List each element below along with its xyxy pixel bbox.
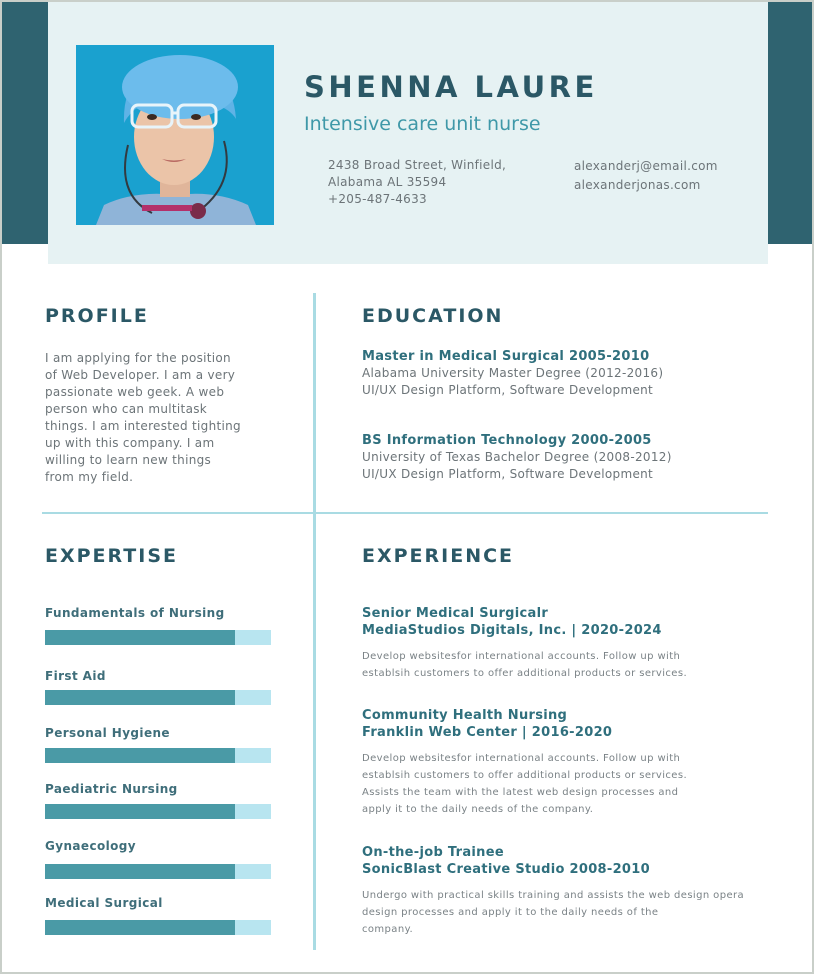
experience-desc-line: Assists the team with the latest web design processes and	[362, 787, 679, 798]
profile-line: up with this company. I am	[45, 436, 215, 450]
profile-photo	[76, 45, 274, 225]
education-heading: EDUCATION	[362, 305, 504, 327]
experience-desc-line: design processes and apply it to the daily needs of the	[362, 907, 659, 918]
contact-address-block	[328, 157, 506, 208]
skill-bar-track	[45, 748, 271, 763]
education-institution: University of Texas Bachelor Degree (2008-2012)	[362, 450, 672, 464]
website-link[interactable]: alexanderjonas.com	[574, 178, 701, 192]
experience-item	[362, 605, 812, 682]
skill-bar-fill	[45, 690, 235, 705]
education-degree: Master in Medical Surgical 2005-2010	[362, 349, 650, 364]
skill-item	[45, 782, 275, 796]
education-item	[362, 432, 672, 483]
candidate-title: Intensive care unit nurse	[304, 113, 541, 135]
profile-line: from my field.	[45, 470, 134, 484]
profile-line: I am applying for the position	[45, 351, 231, 365]
experience-desc-line: Undergo with practical skills training and assists the web design opera	[362, 890, 745, 901]
skill-bar-fill	[45, 630, 235, 645]
skill-item	[45, 726, 275, 740]
skill-item	[45, 606, 275, 620]
phone-number: +205-487-4633	[328, 192, 427, 206]
expertise-heading: EXPERTISE	[45, 545, 179, 567]
experience-company: Franklin Web Center | 2016-2020	[362, 725, 613, 740]
skill-bar-fill	[45, 748, 235, 763]
skill-bar-track	[45, 690, 271, 705]
education-detail: UI/UX Design Platform, Software Development	[362, 467, 654, 481]
experience-description	[362, 887, 812, 938]
experience-description	[362, 648, 812, 682]
experience-company: SonicBlast Creative Studio 2008-2010	[362, 862, 650, 877]
skill-bar-track	[45, 920, 271, 935]
experience-item	[362, 844, 812, 938]
experience-role: On-the-job Trainee	[362, 845, 504, 860]
email-address[interactable]: alexanderj@email.com	[574, 159, 718, 173]
profile-line: passionate web geek. A web	[45, 385, 225, 399]
profile-line: willing to learn new things	[45, 453, 212, 467]
profile-line: person who can multitask	[45, 402, 208, 416]
vertical-divider	[313, 293, 316, 950]
skill-bar-fill	[45, 804, 235, 819]
education-detail: UI/UX Design Platform, Software Development	[362, 383, 654, 397]
profile-line: of Web Developer. I am a very	[45, 368, 236, 382]
experience-desc-line: establsih customers to offer additional products or services.	[362, 668, 688, 679]
profile-line: things. I am interested tighting	[45, 419, 241, 433]
experience-desc-line: company.	[362, 924, 414, 935]
address-line-2: Alabama AL 35594	[328, 175, 447, 189]
horizontal-divider	[42, 512, 768, 514]
skill-item	[45, 896, 275, 910]
profile-heading: PROFILE	[45, 305, 149, 327]
skill-label: First Aid	[45, 669, 106, 683]
profile-text	[45, 350, 241, 486]
candidate-name: SHENNA LAURE	[304, 70, 598, 104]
skill-label: Medical Surgical	[45, 896, 163, 910]
header-band-left	[2, 2, 48, 244]
skill-label: Personal Hygiene	[45, 726, 170, 740]
skill-bar-fill	[45, 920, 235, 935]
skill-bar-track	[45, 804, 271, 819]
skill-label: Paediatric Nursing	[45, 782, 178, 796]
skill-bar-track	[45, 864, 271, 879]
experience-description	[362, 750, 812, 818]
education-institution: Alabama University Master Degree (2012-2016)	[362, 366, 664, 380]
skill-bar-track	[45, 630, 271, 645]
education-degree: BS Information Technology 2000-2005	[362, 433, 652, 448]
education-item	[362, 348, 663, 399]
skill-bar-fill	[45, 864, 235, 879]
experience-company: MediaStudios Digitals, Inc. | 2020-2024	[362, 623, 662, 638]
experience-desc-line: apply it to the daily needs of the company.	[362, 804, 594, 815]
skill-item	[45, 669, 275, 683]
experience-role: Community Health Nursing	[362, 708, 568, 723]
skill-label: Gynaecology	[45, 839, 136, 853]
experience-desc-line: Develop websitesfor international accounts. Follow up with	[362, 651, 681, 662]
address-line-1: 2438 Broad Street, Winfield,	[328, 158, 507, 172]
experience-role: Senior Medical Surgicalr	[362, 606, 549, 621]
contact-online-block	[574, 157, 718, 195]
skill-item	[45, 839, 275, 853]
skill-label: Fundamentals of Nursing	[45, 606, 225, 620]
header-band-right	[768, 2, 812, 244]
experience-desc-line: establsih customers to offer additional products or services.	[362, 770, 688, 781]
experience-item	[362, 707, 812, 818]
experience-desc-line: Develop websitesfor international accounts. Follow up with	[362, 753, 681, 764]
experience-heading: EXPERIENCE	[362, 545, 515, 567]
